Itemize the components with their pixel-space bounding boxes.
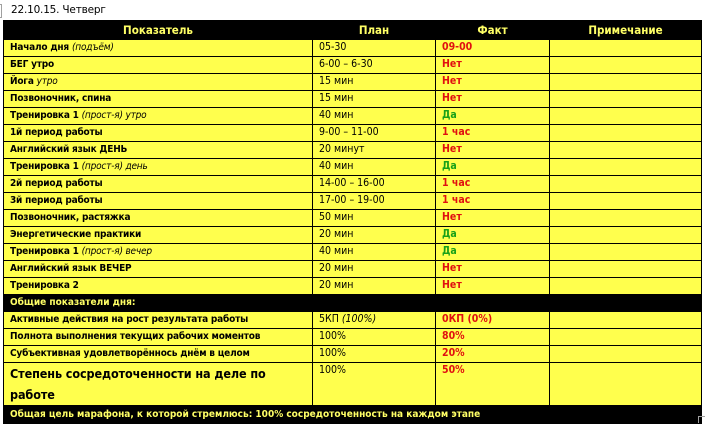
note-cell[interactable]	[550, 227, 702, 244]
date-title: 22.10.15. Четверг	[11, 4, 106, 16]
row-marker	[0, 4, 2, 18]
summary-fact-cell[interactable]: 50%	[436, 363, 550, 406]
fact-cell[interactable]: 1 час	[436, 125, 550, 142]
summary-plan-cell[interactable]	[313, 312, 436, 329]
corner-marker	[698, 416, 705, 423]
note-cell[interactable]	[550, 210, 702, 227]
plan-cell[interactable]: 40 мин	[313, 108, 436, 125]
summary-indicator-cell[interactable]: Активные действия на рост результата работы	[4, 312, 313, 329]
fact-cell[interactable]: 1 час	[436, 193, 550, 210]
indicator-cell[interactable]	[4, 159, 313, 176]
table-row	[4, 125, 702, 142]
plan-cell[interactable]: 15 мин	[313, 74, 436, 91]
table-row	[4, 142, 702, 159]
table-row	[4, 193, 702, 210]
note-cell[interactable]	[550, 244, 702, 261]
indicator-label: 2й период работы	[10, 178, 103, 189]
summary-fact-cell[interactable]: 20%	[436, 346, 550, 363]
plan-cell[interactable]: 40 мин	[313, 159, 436, 176]
plan-cell[interactable]: 17-00 – 19-00	[313, 193, 436, 210]
plan-cell[interactable]: 20 мин	[313, 261, 436, 278]
indicator-cell[interactable]	[4, 125, 313, 142]
summary-fact-cell[interactable]: 0КП (0%)	[436, 312, 550, 329]
summary-row	[4, 363, 702, 406]
indicator-label: 3й период работы	[10, 195, 103, 206]
footer-row	[4, 406, 702, 424]
note-cell[interactable]	[550, 142, 702, 159]
fact-cell[interactable]: Да	[436, 244, 550, 261]
table-row	[4, 176, 702, 193]
summary-plan-cell[interactable]	[313, 363, 436, 406]
summary-note-cell[interactable]	[550, 346, 702, 363]
plan-cell[interactable]: 20 мин	[313, 227, 436, 244]
table-row	[4, 108, 702, 125]
indicator-cell[interactable]	[4, 210, 313, 227]
plan-cell[interactable]: 20 минут	[313, 142, 436, 159]
summary-indicator-cell[interactable]: Субъективная удовлетворённось днём в целом	[4, 346, 313, 363]
note-cell[interactable]	[550, 159, 702, 176]
summary-indicator-cell[interactable]: Полнота выполнения текущих рабочих моментов	[4, 329, 313, 346]
daily-plan-table	[3, 20, 702, 424]
summary-note-cell[interactable]	[550, 363, 702, 406]
header-fact: Факт	[436, 21, 550, 40]
table-row	[4, 74, 702, 91]
summary-plan-value: 100%	[319, 347, 347, 359]
indicator-label: Английский язык ВЕЧЕР	[10, 263, 132, 274]
summary-plan-cell[interactable]	[313, 329, 436, 346]
summary-plan-value: 5КП	[319, 313, 339, 325]
plan-cell[interactable]: 9-00 – 11-00	[313, 125, 436, 142]
fact-cell[interactable]: Нет	[436, 261, 550, 278]
indicator-label: Тренировка 1	[10, 161, 79, 172]
fact-cell[interactable]: Нет	[436, 57, 550, 74]
header-note: Примечание	[550, 21, 702, 40]
note-cell[interactable]	[550, 40, 702, 57]
indicator-label: Тренировка 1	[10, 110, 79, 121]
indicator-label: Энергетические практики	[10, 229, 142, 240]
summary-plan-value: 100%	[319, 364, 347, 376]
plan-cell[interactable]: 20 мин	[313, 278, 436, 295]
note-cell[interactable]	[550, 193, 702, 210]
indicator-cell[interactable]	[4, 193, 313, 210]
indicator-cell[interactable]	[4, 244, 313, 261]
fact-cell[interactable]: Нет	[436, 278, 550, 295]
fact-cell[interactable]: Нет	[436, 74, 550, 91]
plan-cell[interactable]: 40 мин	[313, 244, 436, 261]
plan-cell[interactable]: 05-30	[313, 40, 436, 57]
table-row	[4, 159, 702, 176]
note-cell[interactable]	[550, 261, 702, 278]
indicator-cell[interactable]	[4, 176, 313, 193]
indicator-cell[interactable]	[4, 40, 313, 57]
fact-cell[interactable]: Да	[436, 227, 550, 244]
note-cell[interactable]	[550, 176, 702, 193]
fact-cell[interactable]: 1 час	[436, 176, 550, 193]
table-row	[4, 40, 702, 57]
indicator-cell[interactable]	[4, 57, 313, 74]
plan-cell[interactable]: 15 мин	[313, 91, 436, 108]
note-cell[interactable]	[550, 91, 702, 108]
summary-row	[4, 312, 702, 329]
table-row	[4, 227, 702, 244]
indicator-label-italic: (прост-я) утро	[81, 110, 147, 121]
indicator-cell[interactable]	[4, 74, 313, 91]
indicator-label-italic: (подъём)	[71, 42, 114, 53]
fact-cell[interactable]: 09-00	[436, 40, 550, 57]
indicator-label-italic: утро	[36, 76, 58, 87]
indicator-label: Начало дня	[10, 42, 70, 53]
table-row	[4, 244, 702, 261]
fact-cell[interactable]: Да	[436, 159, 550, 176]
plan-cell[interactable]: 6-00 – 6-30	[313, 57, 436, 74]
summary-plan-value: 100%	[319, 330, 347, 342]
indicator-label: Позвоночник, растяжка	[10, 212, 131, 223]
summary-plan-italic: (100%)	[341, 313, 377, 325]
indicator-label: 1й период работы	[10, 127, 103, 138]
section-title: Общие показатели дня:	[4, 295, 702, 312]
indicator-cell[interactable]	[4, 91, 313, 108]
fact-cell[interactable]: Нет	[436, 210, 550, 227]
indicator-label: Тренировка 1	[10, 246, 79, 257]
table-row	[4, 91, 702, 108]
table-row	[4, 210, 702, 227]
marathon-goal-text: Общая цель марафона, к которой стремлюсь: 100% сосредоточенность на каждом этапе	[4, 406, 702, 424]
indicator-label: Английский язык ДЕНЬ	[10, 144, 128, 155]
note-cell[interactable]	[550, 74, 702, 91]
summary-row	[4, 346, 702, 363]
indicator-label: Позвоночник, спина	[10, 93, 112, 104]
indicator-label: Тренировка 2	[10, 280, 79, 291]
summary-note-cell[interactable]	[550, 329, 702, 346]
indicator-label-italic: (прост-я) вечер	[81, 246, 152, 257]
note-cell[interactable]	[550, 125, 702, 142]
fact-cell[interactable]: Нет	[436, 142, 550, 159]
header-indicator: Показатель	[4, 21, 313, 40]
header-plan: План	[313, 21, 436, 40]
section-row	[4, 295, 702, 312]
fact-cell[interactable]: Да	[436, 108, 550, 125]
indicator-cell[interactable]	[4, 227, 313, 244]
summary-note-cell[interactable]	[550, 312, 702, 329]
summary-row	[4, 329, 702, 346]
plan-cell[interactable]: 50 мин	[313, 210, 436, 227]
indicator-cell[interactable]	[4, 108, 313, 125]
table-row	[4, 57, 702, 74]
indicator-cell[interactable]	[4, 278, 313, 295]
indicator-label: Йога	[10, 76, 34, 87]
note-cell[interactable]	[550, 57, 702, 74]
summary-indicator-cell[interactable]: Степень сосредоточенности на деле по работе	[4, 363, 313, 406]
summary-fact-cell[interactable]: 80%	[436, 329, 550, 346]
table-row	[4, 278, 702, 295]
indicator-label-italic: (прост-я) день	[81, 161, 148, 172]
note-cell[interactable]	[550, 108, 702, 125]
indicator-label: БЕГ утро	[10, 59, 54, 70]
table-row	[4, 261, 702, 278]
indicator-cell[interactable]	[4, 261, 313, 278]
note-cell[interactable]	[550, 278, 702, 295]
summary-plan-cell[interactable]	[313, 346, 436, 363]
plan-cell[interactable]: 14-00 – 16-00	[313, 176, 436, 193]
header-row	[4, 21, 702, 40]
fact-cell[interactable]: Нет	[436, 91, 550, 108]
indicator-cell[interactable]	[4, 142, 313, 159]
